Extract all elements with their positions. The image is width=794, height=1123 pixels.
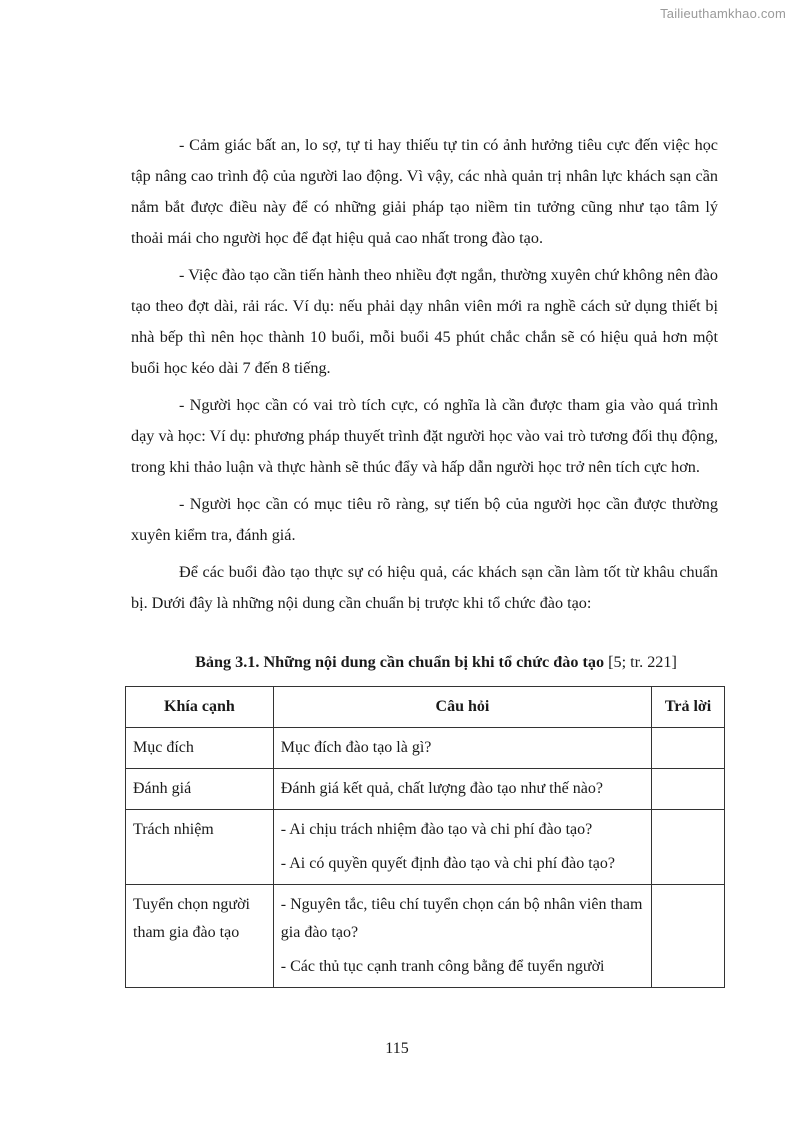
paragraph: - Người học cần có vai trò tích cực, có nghĩa là cần được tham gia vào quá trình dạy và học: Ví dụ: phương pháp thuyết trình đặt người học vào vai trò tương đối thụ động, trong khi thảo luận và thực hành sẽ thúc đẩy và hấp dẫn người học trở nên tích cực hơn.	[131, 396, 718, 476]
paragraph: - Việc đào tạo cần tiến hành theo nhiều đợt ngắn, thường xuyên chứ không nên đào tạo theo đợt dài, rải rác. Ví dụ: nếu phải dạy nhân viên mới ra nghề cách sử dụng thiết bị nhà bếp thì nên học thành 10 buổi, mỗi buổi 45 phút chắc chắn sẽ có hiệu quả hơn một buổi học kéo dài 7 đến 8 tiếng.	[131, 266, 718, 377]
header-question: Câu hỏi	[273, 687, 651, 728]
table-header-row	[126, 687, 725, 728]
cell-aspect: Tuyển chọn người tham gia đào tạo	[126, 885, 274, 988]
table-row	[126, 810, 725, 885]
cell-aspect: Đánh giá	[126, 769, 274, 810]
cell-question: Đánh giá kết quả, chất lượng đào tạo như thế nào?	[273, 769, 651, 810]
cell-answer	[652, 769, 725, 810]
header-aspect: Khía cạnh	[126, 687, 274, 728]
table-caption	[0, 650, 794, 674]
body-text	[131, 130, 718, 625]
watermark: Tailieuthamkhao.com	[660, 6, 786, 21]
table-caption-ref: [5; tr. 221]	[608, 653, 677, 671]
table-row	[126, 885, 725, 988]
header-answer: Trả lời	[652, 687, 725, 728]
table-caption-title: Bảng 3.1. Những nội dung cần chuẩn bị khi tổ chức đào tạo	[195, 653, 605, 671]
cell-question: - Ai chịu trách nhiệm đào tạo và chi phí đào tạo? - Ai có quyền quyết định đào tạo và chi phí đào tạo?	[273, 810, 651, 885]
paragraph: Để các buổi đào tạo thực sự có hiệu quả, các khách sạn cần làm tốt từ khâu chuẩn bị. Dưới đây là những nội dung cần chuẩn bị trược khi tổ chức đào tạo:	[131, 563, 718, 612]
preparation-table	[125, 686, 725, 988]
cell-question: Mục đích đào tạo là gì?	[273, 728, 651, 769]
table-row	[126, 728, 725, 769]
paragraph: - Cảm giác bất an, lo sợ, tự ti hay thiếu tự tin có ảnh hưởng tiêu cực đến việc học tập nâng cao trình độ của người lao động. Vì vậy, các nhà quản trị nhân lực khách sạn cần nắm bắt được điều này để có những giải pháp tạo niềm tin tưởng cũng như tạo tâm lý thoải mái cho người học để đạt hiệu quả cao nhất trong đào tạo.	[131, 136, 718, 247]
cell-answer	[652, 728, 725, 769]
cell-aspect: Mục đích	[126, 728, 274, 769]
table-row	[126, 769, 725, 810]
cell-question: - Nguyên tắc, tiêu chí tuyển chọn cán bộ nhân viên tham gia đào tạo? - Các thủ tục cạnh tranh công bằng để tuyển người	[273, 885, 651, 988]
cell-answer	[652, 810, 725, 885]
cell-answer	[652, 885, 725, 988]
cell-aspect: Trách nhiệm	[126, 810, 274, 885]
page-number: 115	[385, 1040, 409, 1057]
paragraph: - Người học cần có mục tiêu rõ ràng, sự tiến bộ của người học cần được thường xuyên kiểm tra, đánh giá.	[131, 495, 718, 544]
